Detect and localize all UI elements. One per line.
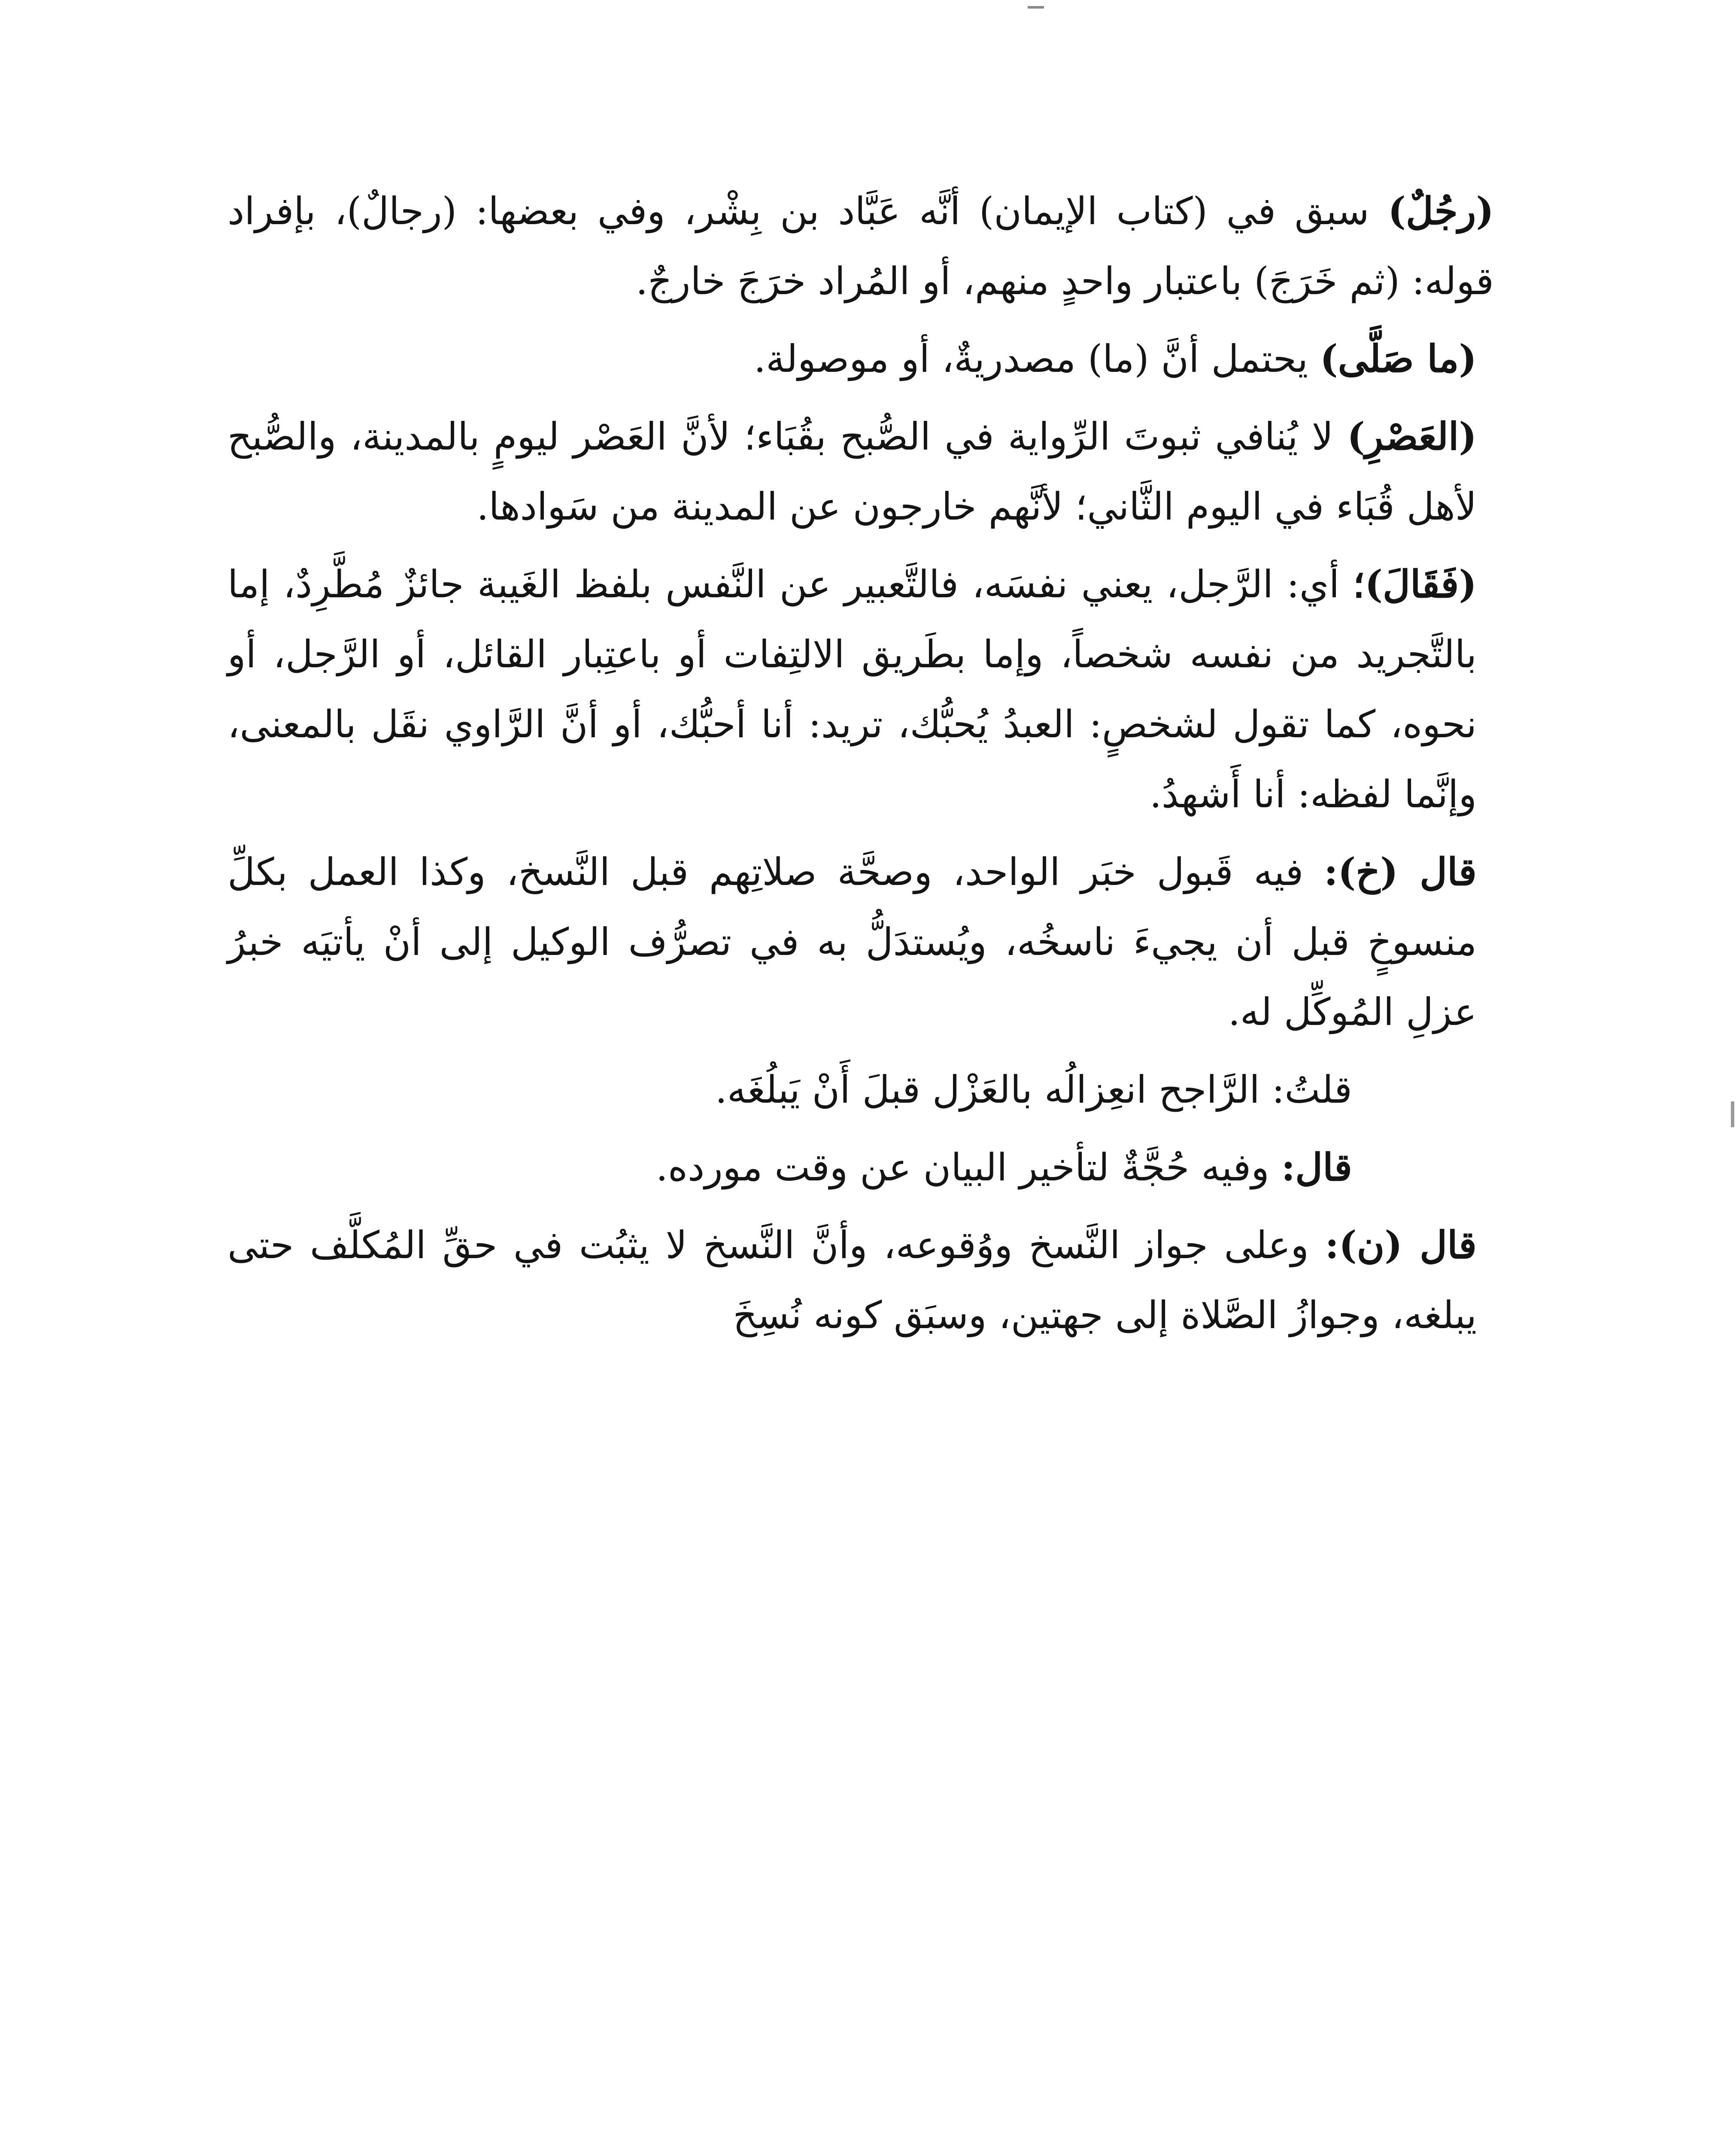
paragraph-1-text: سبق في (كتاب الإيمان) أنَّه عَبَّاد بن بِشْر، وفي بعضها: (رجالٌ)، بإفراد قوله: (ثم خَرَجَ) باعتبار واحدٍ منهم، أو المُراد خرَجَ خارجٌ. bbox=[228, 189, 1494, 303]
scan-mark-top bbox=[1028, 6, 1044, 9]
paragraph-8-lead: قال (ن): bbox=[1325, 1223, 1477, 1267]
paragraph-4 bbox=[228, 549, 1494, 829]
paragraph-7-text: وفيه حُجَّةٌ لتأخير البيان عن وقت مورده. bbox=[656, 1145, 1281, 1189]
paragraph-3-text: لا يُنافي ثبوتَ الرِّواية في الصُّبح بقُبَاء؛ لأنَّ العَصْر ليومٍ بالمدينة، والصُّبح لأهل قُبَاء في اليوم الثَّاني؛ لأنَّهم خارجون عن المدينة من سَوادها. bbox=[228, 414, 1477, 529]
page-body bbox=[228, 176, 1494, 1358]
paragraph-7 bbox=[228, 1132, 1494, 1202]
paragraph-6-text: الرَّاجح انعِزالُه بالعَزْل قبلَ أَنْ يَبلُغَه. bbox=[715, 1067, 1272, 1112]
paragraph-1 bbox=[228, 176, 1494, 316]
scan-mark-side bbox=[1731, 1101, 1734, 1127]
paragraph-1-lead: (رجُلٌ) bbox=[1388, 189, 1494, 233]
paragraph-8-text: وعلى جواز النَّسخ ووُقوعه، وأنَّ النَّسخ لا يثبُت في حقِّ المُكلَّف حتى يبلغه، وجوازُ الصَّلاة إلى جهتين، وسبَق كونه نُسِخَ bbox=[228, 1223, 1477, 1337]
paragraph-2-lead: (ما صَلَّى) bbox=[1320, 336, 1477, 381]
paragraph-7-lead: قال: bbox=[1281, 1145, 1352, 1189]
paragraph-5 bbox=[228, 837, 1494, 1047]
paragraph-6-lead: قلتُ: bbox=[1272, 1067, 1352, 1112]
paragraph-5-text: فيه قَبول خبَر الواحد، وصحَّة صلاتِهم قبل النَّسخ، وكذا العمل بكلِّ منسوخٍ قبل أن يجيءَ ناسخُه، ويُستدَلُّ به في تصرُّف الوكيل إلى أنْ يأتيَه خبرُ عزلِ المُوكِّل له. bbox=[228, 850, 1477, 1034]
paragraph-4-text: أي: الرَّجل، يعني نفسَه، فالتَّعبير عن النَّفس بلفظ الغَيبة جائزٌ مُطَّرِدٌ، إما بالتَّجريد من نفسه شخصاً، وإما بطَريق الالتِفات أو باعتِبار القائل، أو الرَّجل، أو نحوه، كما تقول لشخصٍ: العبدُ يُحبُّك، تريد: أنا أحبُّك، أو أنَّ الرَّاوي نقَل بالمعنى، وإنَّما لفظه: أنا أَشهدُ. bbox=[228, 562, 1477, 816]
paragraph-2 bbox=[228, 324, 1494, 394]
paragraph-3 bbox=[228, 401, 1494, 541]
paragraph-4-lead: (فَقَالَ)؛ bbox=[1353, 562, 1477, 606]
paragraph-5-lead: قال (خ): bbox=[1324, 849, 1477, 894]
paragraph-8 bbox=[228, 1210, 1494, 1350]
paragraph-3-lead: (العَصْرِ) bbox=[1347, 414, 1477, 459]
paragraph-6 bbox=[228, 1055, 1494, 1125]
paragraph-2-text: يحتمل أنَّ (ما) مصدريةٌ، أو موصولة. bbox=[754, 337, 1320, 381]
